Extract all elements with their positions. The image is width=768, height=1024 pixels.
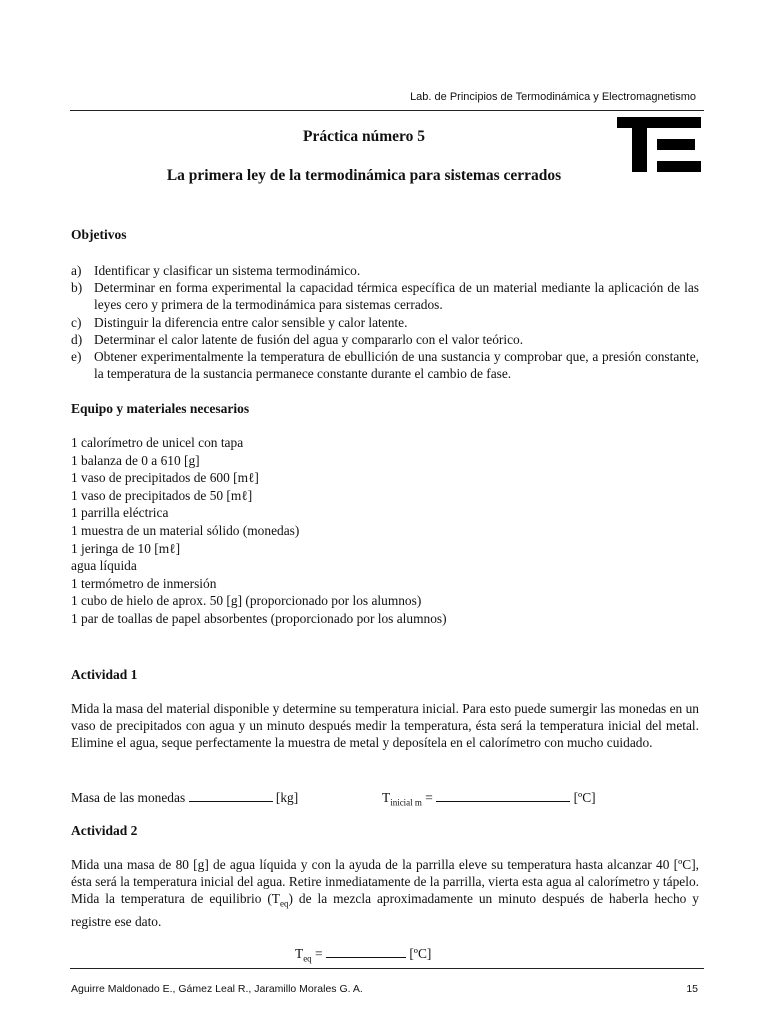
objective-item (71, 314, 699, 331)
objective-letter: b) (71, 280, 83, 296)
eq-temp-field (295, 945, 431, 964)
mass-unit: [kg] (275, 790, 299, 805)
objective-text: Determinar el calor latente de fusión del agua y compararlo con el valor teórico. (94, 331, 524, 347)
equipment-item: 1 parrilla eléctrica (71, 505, 169, 521)
eq-temp-blank[interactable] (326, 945, 406, 958)
equipment-item: 1 calorímetro de unicel con tapa (71, 435, 244, 450)
objective-text: Determinar en forma experimental la capacidad térmica específica de un material mediante la aplicación de las leyes cero y primera de la termodinámica para sistemas cerrados. (94, 280, 699, 313)
equipment-item: 1 muestra de un material sólido (monedas) (71, 522, 300, 538)
activity2-text: Mida una masa de 80 [g] de agua líquida y con la ayuda de la parrilla eleve su temperatura hasta alcanzar 40 [ºC], ésta será la temperatura inicial del agua. Retire inmediatamente de la parrilla, vierta esta agua al calorímetro y tápelo. Mida la temperatura de equilibrio $(T_{eq})$ de la mezcla aproximadamente un minuto después de haberla hecho y registre ese dato. (71, 857, 699, 930)
equipment-item: 1 balanza de 0 a 610 [g] (71, 452, 200, 468)
objective-item (71, 279, 699, 313)
initial-temp-field (382, 789, 596, 808)
eq-temp-subscript: eq (303, 953, 312, 964)
objective-item (71, 331, 699, 348)
objective-text: Obtener experimentalmente la temperatura de ebullición de una sustancia y comprobar que, a presión constante, la temperatura de la sustancia permanece constante durante el cambio de fase. (94, 349, 699, 382)
activity2-heading: Actividad 2 (71, 823, 138, 838)
eq-temp-symbol: T (295, 946, 304, 961)
mass-blank[interactable] (189, 789, 273, 802)
teq-subscript: eq (279, 899, 289, 910)
objective-letter: c) (71, 314, 82, 330)
initial-temp-blank[interactable] (436, 789, 570, 802)
eq-temp-equals: = (315, 946, 323, 961)
objective-item (71, 348, 699, 382)
eq-temp-unit: [ºC] (409, 946, 432, 961)
objective-letter: a) (71, 263, 82, 278)
header-lab-name: Lab. de Principios de Termodinámica y Electromagnetismo (410, 91, 696, 103)
objectives-list (71, 262, 699, 382)
activity1-heading: Actividad 1 (71, 667, 138, 682)
equipment-heading: Equipo y materiales necesarios (71, 401, 250, 416)
initial-temp-unit: [ºC] (573, 790, 596, 805)
objective-item (71, 262, 699, 279)
equipment-item: 1 cubo de hielo de aprox. 50 [g] (proporcionado por los alumnos) (71, 593, 422, 609)
footer-authors: Aguirre Maldonado E., Gámez Leal R., Jaramillo Morales G. A. (71, 983, 363, 995)
mass-field (71, 789, 298, 806)
practice-title: Práctica número 5 (303, 128, 425, 145)
objective-text: Identificar y clasificar un sistema termodinámico. (94, 263, 361, 278)
page-number: 15 (686, 983, 698, 995)
equipment-item: agua líquida (71, 558, 137, 574)
equipment-item: 1 jeringa de 10 [mℓ] (71, 540, 181, 556)
header-rule (70, 110, 704, 111)
equipment-item: 1 vaso de precipitados de 50 [mℓ] (71, 487, 253, 503)
footer-rule (70, 968, 704, 969)
equipment-item: 1 termómetro de inmersión (71, 575, 217, 591)
equipment-list (71, 434, 447, 628)
equipment-item: 1 vaso de precipitados de 600 [mℓ] (71, 470, 259, 486)
equipment-item: 1 par de toallas de papel absorbentes (proporcionado por los alumnos) (71, 610, 447, 626)
objective-text: Distinguir la diferencia entre calor sensible y calor latente. (94, 314, 408, 330)
objective-letter: d) (71, 331, 83, 347)
initial-temp-equals: = (425, 790, 433, 805)
objective-letter: e) (71, 349, 82, 365)
initial-temp-symbol: T (382, 790, 391, 805)
objectives-heading: Objetivos (71, 227, 127, 242)
mass-label: Masa de las monedas (71, 790, 186, 805)
initial-temp-subscript: inicial m (390, 797, 422, 808)
practice-topic: La primera ley de la termodinámica para sistemas cerrados (166, 167, 562, 184)
activity1-text: Mida la masa del material disponible y determine su temperatura inicial. Para esto puede sumergir las monedas en un vaso de precipitados con agua y un minuto después medir la temperatura, ésta será la temperatura inicial del metal. Elimine el agua, seque perfectamente la muestra de metal y deposítela en el calorímetro con mucho cuidado. (71, 701, 699, 751)
